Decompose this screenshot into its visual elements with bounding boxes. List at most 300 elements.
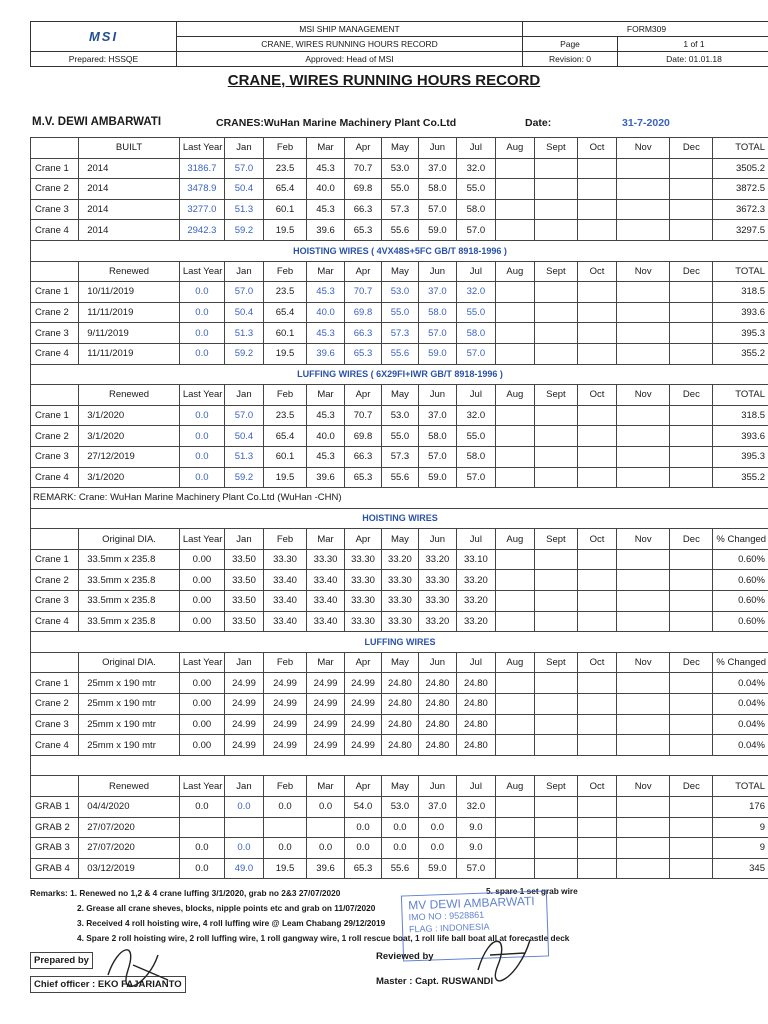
table-cell: 318.5 xyxy=(713,405,768,426)
table-cell: 33.20 xyxy=(456,591,495,612)
chief-officer: Chief officer : EKO FAJARIANTO xyxy=(30,976,186,993)
column-header: TOTAL xyxy=(713,261,768,282)
table-cell xyxy=(577,673,616,694)
table-cell: 50.4 xyxy=(224,179,263,200)
table-cell: 24.80 xyxy=(456,735,495,756)
column-header: Last Year xyxy=(179,652,224,673)
table-cell: 55.6 xyxy=(381,343,418,364)
table-cell: 0.0 xyxy=(224,797,263,818)
table-cell xyxy=(534,302,577,323)
table-cell xyxy=(495,282,534,303)
table-cell: 24.80 xyxy=(381,673,418,694)
column-header: Last Year xyxy=(179,776,224,797)
column-header: % Changed xyxy=(713,529,768,550)
table-cell: 65.3 xyxy=(345,467,382,488)
table-cell xyxy=(577,199,616,220)
column-header: Jun xyxy=(418,138,456,159)
table-cell: 65.3 xyxy=(345,220,382,241)
running-hours-table xyxy=(30,137,768,879)
column-header: Last Year xyxy=(179,529,224,550)
table-cell: 0.0 xyxy=(307,838,345,859)
column-header: TOTAL xyxy=(713,776,768,797)
table-cell: 58.0 xyxy=(456,199,495,220)
column-header: TOTAL xyxy=(713,138,768,159)
table-cell: 57.0 xyxy=(418,199,456,220)
column-header: Oct xyxy=(577,776,616,797)
table-cell xyxy=(534,570,577,591)
table-cell: 59.0 xyxy=(418,220,456,241)
table-cell: 33.40 xyxy=(263,591,306,612)
table-cell: 65.3 xyxy=(345,343,382,364)
table-cell xyxy=(670,158,713,179)
column-header: Mar xyxy=(307,385,345,406)
table-cell: 33.30 xyxy=(418,570,456,591)
table-cell: 24.99 xyxy=(307,673,345,694)
table-cell: 57.0 xyxy=(418,323,456,344)
table-cell xyxy=(495,179,534,200)
table-cell: 33.30 xyxy=(345,549,382,570)
column-header: Aug xyxy=(495,529,534,550)
table-cell: 32.0 xyxy=(456,405,495,426)
table-cell: 0.0 xyxy=(307,797,345,818)
table-cell: 0.04% xyxy=(713,735,768,756)
table-row xyxy=(31,591,768,612)
table-cell: GRAB 3 xyxy=(31,838,79,859)
table-cell: 3672.3 xyxy=(713,199,768,220)
column-header xyxy=(31,776,79,797)
table-cell: 0.00 xyxy=(179,591,224,612)
table-row xyxy=(31,323,768,344)
table-cell xyxy=(534,220,577,241)
column-header: Apr xyxy=(345,261,382,282)
table-cell: 33.30 xyxy=(345,570,382,591)
table-cell: 0.04% xyxy=(713,673,768,694)
column-header: Feb xyxy=(263,652,306,673)
table-cell: 55.0 xyxy=(381,302,418,323)
table-cell: 33.5mm x 235.8 xyxy=(79,549,180,570)
column-header: Feb xyxy=(263,138,306,159)
table-cell: GRAB 4 xyxy=(31,858,79,879)
table-cell: 11/11/2019 xyxy=(79,302,180,323)
table-cell: 23.5 xyxy=(263,282,306,303)
column-header: May xyxy=(381,529,418,550)
table-cell: 0.0 xyxy=(179,302,224,323)
table-cell xyxy=(495,302,534,323)
table-cell xyxy=(577,302,616,323)
table-cell: 69.8 xyxy=(345,179,382,200)
table-cell: 2014 xyxy=(79,179,180,200)
table-cell xyxy=(616,426,669,447)
column-header: Nov xyxy=(616,776,669,797)
table-cell xyxy=(577,817,616,838)
table-cell xyxy=(495,611,534,632)
table-cell xyxy=(670,426,713,447)
table-cell xyxy=(616,158,669,179)
table-cell: Crane 1 xyxy=(31,673,79,694)
column-header: Sept xyxy=(534,529,577,550)
table-cell: 59.2 xyxy=(224,467,263,488)
table-cell: Crane 1 xyxy=(31,405,79,426)
column-header: Apr xyxy=(345,776,382,797)
table-cell: 55.0 xyxy=(456,302,495,323)
table-cell: 24.80 xyxy=(418,735,456,756)
column-header: Oct xyxy=(577,385,616,406)
column-header: Dec xyxy=(670,776,713,797)
table-cell xyxy=(670,735,713,756)
table-cell: 33.20 xyxy=(418,549,456,570)
date-label: Date: xyxy=(525,117,552,129)
table-cell xyxy=(577,735,616,756)
table-row xyxy=(31,446,768,467)
table-cell: 65.4 xyxy=(263,302,306,323)
table-cell: Crane 3 xyxy=(31,591,79,612)
table-cell xyxy=(534,158,577,179)
table-cell: 66.3 xyxy=(345,323,382,344)
table-cell: 57.0 xyxy=(456,858,495,879)
table-cell: 24.80 xyxy=(381,694,418,715)
table-cell: 345 xyxy=(713,858,768,879)
table-cell xyxy=(495,673,534,694)
table-cell xyxy=(616,282,669,303)
table-cell: 60.1 xyxy=(263,199,306,220)
table-cell: 51.3 xyxy=(224,323,263,344)
master: Master : Capt. RUSWANDI xyxy=(376,976,494,987)
table-cell: 9.0 xyxy=(456,838,495,859)
table-cell: 0.0 xyxy=(179,467,224,488)
column-header: Nov xyxy=(616,138,669,159)
table-cell xyxy=(224,817,263,838)
table-cell: 0.0 xyxy=(179,797,224,818)
column-header: Nov xyxy=(616,652,669,673)
table-cell: 3505.2 xyxy=(713,158,768,179)
column-header: Jun xyxy=(418,385,456,406)
column-header: Jun xyxy=(418,652,456,673)
table-cell: Crane 3 xyxy=(31,446,79,467)
column-header: Jul xyxy=(456,529,495,550)
table-cell: 19.5 xyxy=(263,858,306,879)
table-cell: 51.3 xyxy=(224,446,263,467)
table-cell xyxy=(495,735,534,756)
column-header xyxy=(31,261,79,282)
table-cell: 45.3 xyxy=(307,199,345,220)
column-header-row xyxy=(31,261,768,282)
reviewed-by: Reviewed by xyxy=(376,951,434,962)
prepared-by-header: Prepared: HSSQE xyxy=(31,52,177,67)
column-header: Aug xyxy=(495,385,534,406)
table-cell xyxy=(670,282,713,303)
table-cell: Crane 4 xyxy=(31,343,79,364)
table-cell xyxy=(670,179,713,200)
column-header: Sept xyxy=(534,261,577,282)
table-cell xyxy=(616,838,669,859)
table-cell: 24.99 xyxy=(224,735,263,756)
table-cell: 0.0 xyxy=(381,817,418,838)
table-cell xyxy=(534,179,577,200)
table-row xyxy=(31,220,768,241)
table-cell xyxy=(495,343,534,364)
column-header: Sept xyxy=(534,776,577,797)
table-cell: 70.7 xyxy=(345,282,382,303)
table-row xyxy=(31,179,768,200)
table-cell: 58.0 xyxy=(418,302,456,323)
column-header: TOTAL xyxy=(713,385,768,406)
table-cell: 66.3 xyxy=(345,199,382,220)
column-header xyxy=(31,529,79,550)
column-header: Sept xyxy=(534,385,577,406)
table-cell: 24.99 xyxy=(263,735,306,756)
table-cell: 0.0 xyxy=(179,323,224,344)
table-cell xyxy=(577,405,616,426)
table-cell: 39.6 xyxy=(307,858,345,879)
column-header: Jan xyxy=(224,138,263,159)
column-header: Dec xyxy=(670,529,713,550)
table-cell xyxy=(495,446,534,467)
table-cell: 19.5 xyxy=(263,343,306,364)
table-cell xyxy=(534,817,577,838)
column-header: Feb xyxy=(263,529,306,550)
column-header: Jan xyxy=(224,385,263,406)
table-cell: 59.0 xyxy=(418,858,456,879)
table-cell: 40.0 xyxy=(307,179,345,200)
table-cell: 03/12/2019 xyxy=(79,858,180,879)
table-cell xyxy=(670,323,713,344)
table-cell: 33.40 xyxy=(307,570,345,591)
column-header-row xyxy=(31,776,768,797)
table-cell: 33.5mm x 235.8 xyxy=(79,570,180,591)
table-cell: 9 xyxy=(713,817,768,838)
table-cell xyxy=(577,323,616,344)
form-header xyxy=(30,21,768,67)
table-cell xyxy=(534,735,577,756)
table-cell: 25mm x 190 mtr xyxy=(79,735,180,756)
table-cell xyxy=(534,858,577,879)
table-cell: 0.00 xyxy=(179,694,224,715)
table-cell: 55.6 xyxy=(381,858,418,879)
table-cell: 9/11/2019 xyxy=(79,323,180,344)
table-cell: 33.30 xyxy=(381,570,418,591)
table-cell: 69.8 xyxy=(345,302,382,323)
table-cell xyxy=(670,343,713,364)
column-header: Jun xyxy=(418,776,456,797)
table-cell xyxy=(495,549,534,570)
column-header: Jun xyxy=(418,261,456,282)
table-cell: 33.30 xyxy=(345,611,382,632)
table-cell: 3/1/2020 xyxy=(79,467,180,488)
table-cell: Crane 2 xyxy=(31,570,79,591)
column-header-row xyxy=(31,652,768,673)
table-row xyxy=(31,858,768,879)
section-title xyxy=(31,755,768,776)
table-cell xyxy=(534,673,577,694)
table-row xyxy=(31,405,768,426)
table-cell: 3478.9 xyxy=(179,179,224,200)
table-cell: 65.4 xyxy=(263,426,306,447)
table-cell: 39.6 xyxy=(307,343,345,364)
table-cell: 0.60% xyxy=(713,549,768,570)
table-cell: 59.0 xyxy=(418,467,456,488)
table-cell: 57.3 xyxy=(381,446,418,467)
column-header: May xyxy=(381,138,418,159)
table-cell: 33.50 xyxy=(224,611,263,632)
table-cell: 24.99 xyxy=(345,673,382,694)
table-cell xyxy=(534,282,577,303)
table-cell: 24.99 xyxy=(345,694,382,715)
table-cell xyxy=(534,323,577,344)
table-cell: 0.60% xyxy=(713,570,768,591)
column-header: Jun xyxy=(418,529,456,550)
column-header: Sept xyxy=(534,652,577,673)
remark-4: 4. Spare 2 roll hoisting wire, 2 roll luffing wire, 1 roll gangway wire, 1 roll rescue boat, 1 roll life ball boat all at forecastle deck xyxy=(77,933,570,943)
table-cell: 60.1 xyxy=(263,446,306,467)
table-cell: 53.0 xyxy=(381,282,418,303)
table-row xyxy=(31,611,768,632)
column-header: Jul xyxy=(456,261,495,282)
table-cell: 2014 xyxy=(79,158,180,179)
table-cell: 33.30 xyxy=(307,549,345,570)
table-cell xyxy=(670,817,713,838)
table-cell: 10/11/2019 xyxy=(79,282,180,303)
section-title: HOISTING WIRES xyxy=(31,508,768,529)
table-cell xyxy=(616,570,669,591)
table-cell xyxy=(577,343,616,364)
table-cell xyxy=(670,549,713,570)
column-header: Dec xyxy=(670,652,713,673)
table-cell: Crane 4 xyxy=(31,611,79,632)
table-cell xyxy=(616,446,669,467)
table-cell xyxy=(616,405,669,426)
table-cell: 393.6 xyxy=(713,302,768,323)
column-header: Aug xyxy=(495,261,534,282)
form-number: FORM309 xyxy=(523,22,768,37)
table-cell: 33.50 xyxy=(224,591,263,612)
company-name: MSI SHIP MANAGEMENT xyxy=(177,22,523,37)
table-cell: 37.0 xyxy=(418,797,456,818)
page-title: CRANE, WIRES RUNNING HOURS RECORD xyxy=(227,72,541,89)
section-title-row xyxy=(31,508,768,529)
table-cell: 24.80 xyxy=(381,735,418,756)
table-cell: 24.99 xyxy=(263,673,306,694)
section-title-row xyxy=(31,240,768,261)
column-header: Mar xyxy=(307,261,345,282)
table-row xyxy=(31,673,768,694)
table-cell: 70.7 xyxy=(345,405,382,426)
table-cell: 53.0 xyxy=(381,158,418,179)
table-cell xyxy=(616,179,669,200)
table-cell: 50.4 xyxy=(224,302,263,323)
table-cell: 33.30 xyxy=(418,591,456,612)
table-cell: 23.5 xyxy=(263,158,306,179)
table-cell: 33.20 xyxy=(418,611,456,632)
table-cell: 0.0 xyxy=(345,838,382,859)
vessel-name: M.V. DEWI AMBARWATI xyxy=(32,116,162,128)
table-cell xyxy=(534,797,577,818)
column-header: Mar xyxy=(307,776,345,797)
table-cell: 2942.3 xyxy=(179,220,224,241)
table-cell xyxy=(577,426,616,447)
table-cell: 55.0 xyxy=(381,426,418,447)
table-cell: 33.30 xyxy=(263,549,306,570)
column-header: Oct xyxy=(577,652,616,673)
column-header: Mar xyxy=(307,652,345,673)
table-cell: Crane 3 xyxy=(31,714,79,735)
table-cell: 57.3 xyxy=(381,199,418,220)
table-cell xyxy=(670,858,713,879)
table-cell xyxy=(534,714,577,735)
table-cell xyxy=(616,467,669,488)
table-cell: 50.4 xyxy=(224,426,263,447)
table-cell: 0.0 xyxy=(179,343,224,364)
table-cell xyxy=(616,323,669,344)
section-title-row xyxy=(31,364,768,385)
table-cell: 37.0 xyxy=(418,282,456,303)
table-row xyxy=(31,426,768,447)
column-header: Renewed xyxy=(79,385,180,406)
table-cell: 59.0 xyxy=(418,343,456,364)
table-cell: 0.0 xyxy=(179,858,224,879)
table-cell xyxy=(534,838,577,859)
section-title: HOISTING WIRES ( 4VX48S+5FC GB/T 8918-1996 ) xyxy=(31,240,768,261)
table-cell: 53.0 xyxy=(381,797,418,818)
table-cell: 24.99 xyxy=(307,735,345,756)
column-header: Dec xyxy=(670,261,713,282)
table-cell xyxy=(495,199,534,220)
header-date: Date: 01.01.18 xyxy=(618,52,768,67)
table-cell: 3/1/2020 xyxy=(79,405,180,426)
table-cell xyxy=(577,797,616,818)
section-title: LUFFING WIRES xyxy=(31,632,768,653)
column-header: BUILT xyxy=(79,138,180,159)
column-header: Feb xyxy=(263,776,306,797)
column-header xyxy=(31,385,79,406)
column-header: Mar xyxy=(307,138,345,159)
table-cell: 25mm x 190 mtr xyxy=(79,714,180,735)
table-cell: 24.99 xyxy=(263,714,306,735)
table-row xyxy=(31,570,768,591)
table-cell xyxy=(670,570,713,591)
table-cell xyxy=(616,694,669,715)
table-cell xyxy=(616,220,669,241)
table-cell xyxy=(670,467,713,488)
table-cell: 33.30 xyxy=(381,611,418,632)
approved-by-header: Approved: Head of MSI xyxy=(177,52,523,67)
table-cell: 3/1/2020 xyxy=(79,426,180,447)
column-header: Feb xyxy=(263,261,306,282)
section-title-row xyxy=(31,755,768,776)
table-cell: 393.6 xyxy=(713,426,768,447)
column-header: % Changed xyxy=(713,652,768,673)
column-header: Renewed xyxy=(79,261,180,282)
table-cell xyxy=(534,549,577,570)
table-cell xyxy=(495,220,534,241)
table-cell: GRAB 1 xyxy=(31,797,79,818)
table-cell: 24.99 xyxy=(263,694,306,715)
table-cell xyxy=(616,343,669,364)
table-cell: 0.0 xyxy=(263,838,306,859)
table-cell: 33.50 xyxy=(224,570,263,591)
page-value: 1 of 1 xyxy=(618,37,768,52)
table-cell: 2014 xyxy=(79,199,180,220)
column-header: May xyxy=(381,652,418,673)
table-cell xyxy=(577,611,616,632)
table-cell: 24.99 xyxy=(224,714,263,735)
table-cell xyxy=(670,199,713,220)
table-cell: 58.0 xyxy=(418,179,456,200)
column-header: Jan xyxy=(224,261,263,282)
table-cell: 0.00 xyxy=(179,570,224,591)
table-cell: 66.3 xyxy=(345,446,382,467)
column-header: Oct xyxy=(577,529,616,550)
table-cell: 176 xyxy=(713,797,768,818)
